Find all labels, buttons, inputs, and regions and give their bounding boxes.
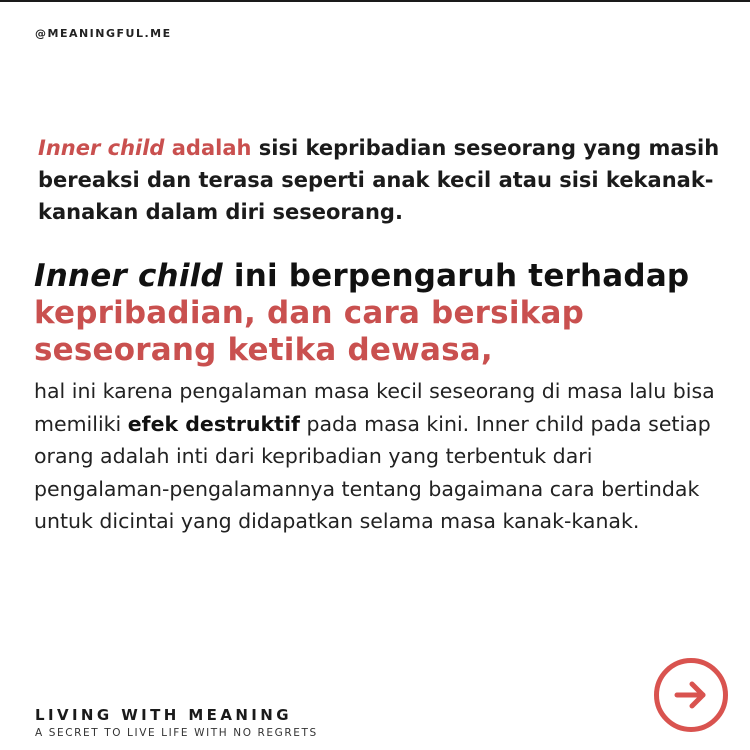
headline-part1: ini berpengaruh terhadap [233,258,690,294]
body-paragraph [34,375,734,538]
headline [34,258,734,369]
arrow-right-icon [671,675,711,715]
brand-handle: @MEANINGFUL.ME [35,27,172,40]
next-button[interactable] [654,658,728,732]
body-part2: pada masa kini. Inner child pada setiap orang adalah inti dari kepribadian yang terbentuk dari pengalaman-pengalamannya tentang bagaimana cara bertindak untuk dicintai yang didapatkan selama masa kanak-kanak. [34,411,711,533]
headline-accent: kepribadian, dan cara bersikap seseorang ketika dewasa, [34,295,584,368]
top-divider [0,0,750,2]
headline-term: Inner child [34,258,223,294]
intro-paragraph [38,132,728,228]
footer-title: LIVING WITH MEANING [35,706,292,724]
footer-subtitle: A SECRET TO LIVE LIFE WITH NO REGRETS [35,727,318,739]
intro-term: Inner child [38,136,165,160]
body-bold-phrase: efek destruktif [127,411,300,436]
body-part1: hal ini karena pengalaman masa kecil seseorang di masa lalu bisa memiliki [34,379,715,436]
intro-connector: adalah [171,136,252,160]
intro-definition: sisi kepribadian seseorang yang masih bereaksi dan terasa seperti anak kecil atau sisi kekanak-kanakan dalam diri seseorang. [38,136,720,224]
